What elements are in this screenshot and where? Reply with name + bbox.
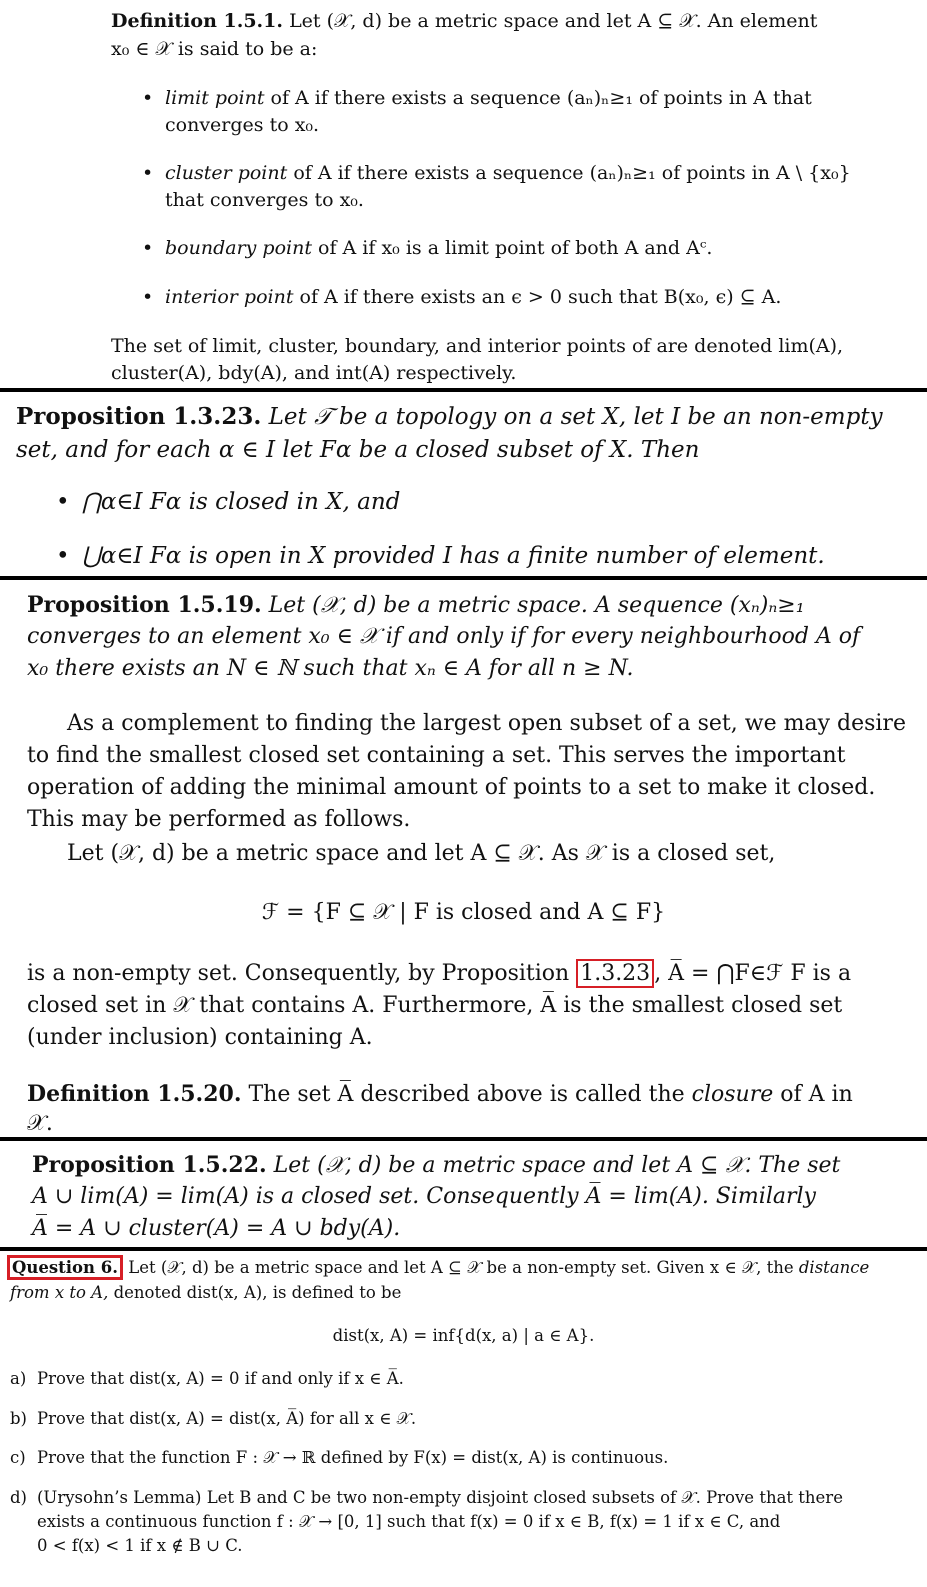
def151-item-limit-text: of A if there exists a sequence (aₙ)ₙ≥₁ of points in A that	[270, 87, 812, 109]
divider	[0, 576, 927, 580]
prop1519-title: Proposition 1.5.19.	[27, 592, 262, 618]
para-l6a: is a non-empty set. Consequently, by Proposition	[27, 961, 570, 986]
term-cluster-point: cluster point	[165, 162, 288, 184]
def151-item-cluster	[165, 162, 851, 184]
prop1522-line2: A ∪ lim(A) = lim(A) is a closed set. Consequently A̅ = lim(A). Similarly	[32, 1184, 816, 1209]
def1520-title: Definition 1.5.20.	[27, 1081, 242, 1107]
part-label: b)	[10, 1409, 27, 1428]
def151-item-interior	[165, 286, 781, 308]
prop1323-bullet1: ⋂α∈I Fα is closed in X, and	[82, 489, 401, 515]
def1520-closure-term: closure	[691, 1082, 774, 1107]
para-l6b: , A̅ = ⋂F∈ℱ F is a	[654, 961, 852, 986]
prop1323-line2: set, and for each α ∈ I let Fα be a closed subset of X. Then	[16, 437, 700, 463]
part-label: d)	[10, 1488, 27, 1507]
prop1522-title: Proposition 1.5.22.	[32, 1152, 267, 1178]
def151-title: Definition 1.5.1.	[111, 10, 284, 32]
divider	[0, 388, 927, 392]
q6-line1a: Let (𝒳, d) be a metric space and let A ⊆ 𝒳 be a non-empty set. Given x ∈ 𝒳, the	[128, 1258, 794, 1277]
part-text: Prove that dist(x, A) = dist(x, A̅) for all x ∈ 𝒳.	[37, 1409, 417, 1428]
para-l4: This may be performed as follows.	[27, 807, 411, 832]
prop1519-line3: x₀ there exists an N ∈ ℕ such that xₙ ∈ A for all n ≥ N.	[27, 656, 634, 681]
def151-closing1: The set of limit, cluster, boundary, and interior points of are denoted lim(A),	[111, 335, 844, 357]
def1520-line1	[27, 1081, 853, 1107]
para-l5: Let (𝒳, d) be a metric space and let A ⊆ 𝒳. As 𝒳 is a closed set,	[67, 841, 776, 866]
divider	[0, 1247, 927, 1251]
def151-intro2: x₀ ∈ 𝒳 is said to be a:	[111, 38, 318, 60]
def151-item-cluster-text: of A if there exists a sequence (aₙ)ₙ≥₁ of points in A \ {x₀}	[293, 162, 851, 184]
family-formula: ℱ = {F ⊆ 𝒳 | F is closed and A ⊆ F}	[261, 900, 666, 925]
prop1323-bullet2: ⋃α∈I Fα is open in X provided I has a finite number of element.	[82, 543, 825, 569]
prop1519-line1	[27, 592, 805, 618]
prop1519-line2: converges to an element x₀ ∈ 𝒳 if and only if for every neighbourhood A of	[27, 624, 861, 649]
q6-part-b	[10, 1409, 417, 1428]
para-l2: to find the smallest closed set containing a set. This serves the important	[27, 743, 846, 768]
prop1522-line1	[32, 1152, 840, 1178]
q6-distance-term: distance	[798, 1258, 870, 1277]
def151-closing2: cluster(A), bdy(A), and int(A) respectively.	[111, 362, 517, 384]
part-text: Prove that dist(x, A) = 0 if and only if x ∈ A̅.	[37, 1369, 404, 1388]
q6-line2a: from x to A,	[10, 1283, 109, 1302]
para-l6	[27, 961, 851, 986]
def1520-line2: 𝒳.	[27, 1111, 53, 1136]
para-l3: operation of adding the minimal amount of points to a set to make it closed.	[27, 775, 876, 800]
prop1522-text1: Let (𝒳, d) be a metric space and let A ⊆ 𝒳. The set	[273, 1153, 841, 1178]
para-l7: closed set in 𝒳 that contains A. Furthermore, A̅ is the smallest closed set	[27, 993, 843, 1018]
def151-intro1: Let (𝒳, d) be a metric space and let A ⊆ 𝒳. An element	[289, 10, 818, 32]
q6-part-a	[10, 1369, 404, 1388]
divider	[0, 1137, 927, 1141]
q6-part-c	[10, 1448, 669, 1467]
def151-item-boundary	[165, 237, 712, 259]
proposition-reference-link[interactable]: 1.3.23	[576, 959, 654, 988]
bullet-icon: •	[142, 237, 154, 259]
def151-intro-line1	[111, 10, 817, 32]
q6-part-d	[10, 1488, 843, 1507]
q6-line2	[10, 1283, 401, 1302]
q6-part-d-line3: 0 < f(x) < 1 if x ∉ B ∪ C.	[37, 1536, 243, 1555]
para-l8: (under inclusion) containing A.	[27, 1025, 373, 1050]
part-label: a)	[10, 1369, 27, 1388]
def151-item-interior-text: of A if there exists an ϵ > 0 such that B(x₀, ϵ) ⊆ A.	[299, 286, 782, 308]
bullet-icon: •	[56, 543, 70, 569]
prop1519-text1: Let (𝒳, d) be a metric space. A sequence (xₙ)ₙ≥₁	[268, 593, 805, 618]
q6-part-d-line2: exists a continuous function f : 𝒳 → [0, 1] such that f(x) = 0 if x ∈ B, f(x) = 1 if x ∈ C, and	[37, 1512, 781, 1531]
q6-line1	[7, 1258, 869, 1278]
def1520-text1c: of A in	[780, 1082, 853, 1107]
def151-item-cluster-line2: that converges to x₀.	[165, 189, 364, 211]
bullet-icon: •	[142, 162, 154, 184]
prop1522-line3: A̅ = A ∪ cluster(A) = A ∪ bdy(A).	[32, 1216, 401, 1241]
bullet-icon: •	[142, 87, 154, 109]
def1520-text1a: The set A̅ described above is called the	[248, 1082, 685, 1107]
bullet-icon: •	[142, 286, 154, 308]
part-text: Prove that the function F : 𝒳 → ℝ defined by F(x) = dist(x, A) is continuous.	[37, 1448, 669, 1467]
term-limit-point: limit point	[165, 87, 265, 109]
part-text: (Urysohn’s Lemma) Let B and C be two non-empty disjoint closed subsets of 𝒳. Prove that there	[37, 1488, 843, 1507]
prop1323-line1	[16, 403, 883, 430]
bullet-icon: •	[56, 489, 70, 515]
def151-item-limit-line2: converges to x₀.	[165, 114, 320, 136]
term-boundary-point: boundary point	[165, 237, 312, 259]
question-label: Question 6.	[7, 1255, 123, 1280]
q6-line2b: denoted dist(x, A), is defined to be	[113, 1283, 402, 1302]
para-l1: As a complement to finding the largest open subset of a set, we may desire	[67, 711, 906, 736]
def151-item-limit	[165, 87, 812, 109]
def151-item-boundary-text: of A if x₀ is a limit point of both A and Aᶜ.	[318, 237, 713, 259]
q6-formula: dist(x, A) = inf{d(x, a) | a ∈ A}.	[332, 1326, 595, 1345]
part-label: c)	[10, 1448, 26, 1467]
term-interior-point: interior point	[165, 286, 294, 308]
prop1323-title: Proposition 1.3.23.	[16, 403, 262, 430]
prop1323-text1: Let 𝒯 be a topology on a set X, let I be an non-empty	[268, 404, 883, 430]
